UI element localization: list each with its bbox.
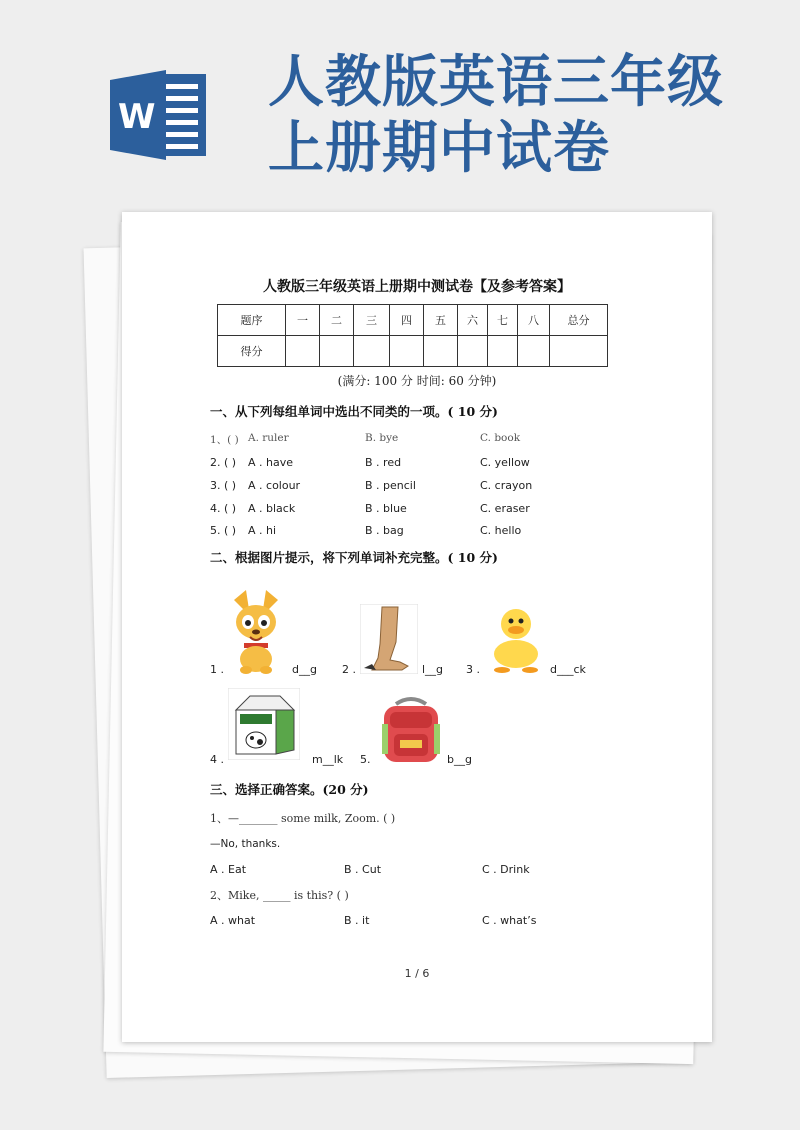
question-number: 3. ( ) — [210, 479, 237, 492]
fill-word: m__lk — [312, 753, 344, 766]
section3-title: 三、选择正确答案。(20 分) — [210, 782, 369, 797]
option-a: A . black — [248, 502, 296, 515]
option-b: B . pencil — [365, 479, 416, 492]
score-header-cell: 五 — [424, 305, 458, 336]
duck-picture — [486, 602, 546, 674]
page-number: 1 / 6 — [404, 967, 430, 980]
score-cell — [488, 336, 518, 367]
score-header-cell: 七 — [488, 305, 518, 336]
banner-title-line1: 人教版英语三年级 — [268, 50, 724, 115]
score-header-cell: 总分 — [550, 305, 608, 336]
fill-word: d__g — [292, 663, 317, 676]
option-a: A. ruler — [248, 432, 289, 444]
option-c: C. book — [480, 432, 521, 444]
score-cell — [286, 336, 320, 367]
picture-number: 3 . — [466, 663, 480, 676]
banner-title — [268, 50, 788, 182]
banner-title-line2: 上册期中试卷 — [268, 116, 610, 181]
option-c: C . what’s — [482, 914, 537, 927]
score-header-cell: 一 — [286, 305, 320, 336]
question-number: 2. ( ) — [210, 456, 237, 469]
question-number: 4. ( ) — [210, 502, 237, 515]
picture-number: 1 . — [210, 663, 224, 676]
option-c: C. eraser — [480, 502, 530, 515]
score-table-score-row — [218, 336, 608, 367]
score-cell — [320, 336, 354, 367]
fill-word: l__g — [422, 663, 444, 676]
option-c: C. hello — [480, 524, 522, 537]
score-table-header-row — [218, 305, 608, 336]
score-cell — [458, 336, 488, 367]
section1-title: 一、从下列每组单词中选出不同类的一项。( 10 分) — [210, 404, 498, 419]
option-b: B . it — [344, 914, 370, 927]
picture-number: 4 . — [210, 753, 224, 766]
option-a: A . what — [210, 914, 256, 927]
document-page — [122, 212, 712, 1042]
word-icon — [110, 70, 210, 160]
milk-carton-picture — [228, 688, 300, 760]
score-header-cell: 题序 — [218, 305, 286, 336]
score-cell — [390, 336, 424, 367]
picture-number: 2 . — [342, 663, 356, 676]
score-header-cell: 二 — [320, 305, 354, 336]
schoolbag-picture — [376, 694, 446, 766]
dog-picture — [224, 590, 288, 674]
full-marks-time: (满分: 100 分 时间: 60 分钟) — [337, 374, 497, 388]
score-cell — [518, 336, 550, 367]
score-cell — [424, 336, 458, 367]
option-b: B. bye — [365, 432, 399, 444]
score-row-label: 得分 — [218, 336, 286, 367]
question-reply: —No, thanks. — [210, 838, 281, 850]
leg-picture — [360, 604, 418, 674]
picture-number: 5. — [360, 753, 371, 766]
option-a: A . colour — [248, 479, 301, 492]
score-table — [217, 304, 608, 367]
question-text: 2、Mike, _____ is this? ( ) — [210, 889, 349, 902]
document-title: 人教版三年级英语上册期中测试卷【及参考答案】 — [263, 279, 571, 295]
score-header-cell: 六 — [458, 305, 488, 336]
option-c: C . Drink — [482, 863, 530, 876]
fill-word: d___ck — [550, 663, 586, 676]
option-a: A . hi — [248, 524, 277, 537]
question-number: 5. ( ) — [210, 524, 237, 537]
svg-text:W: W — [118, 97, 156, 137]
score-cell — [550, 336, 608, 367]
score-cell — [354, 336, 390, 367]
option-b: B . red — [365, 456, 402, 469]
question-text: 1、—_______ some milk, Zoom. ( ) — [210, 812, 396, 825]
option-b: B . blue — [365, 502, 407, 515]
score-header-cell: 四 — [390, 305, 424, 336]
option-c: C. yellow — [480, 456, 530, 469]
option-b: B . bag — [365, 524, 404, 537]
score-header-cell: 八 — [518, 305, 550, 336]
score-header-cell: 三 — [354, 305, 390, 336]
fill-word: b__g — [447, 753, 472, 766]
option-c: C. crayon — [480, 479, 533, 492]
option-a: A . Eat — [210, 863, 247, 876]
option-a: A . have — [248, 456, 294, 469]
option-b: B . Cut — [344, 863, 382, 876]
question-number: 1、( ) — [210, 434, 239, 446]
section2-title: 二、根据图片提示，将下列单词补充完整。( 10 分) — [210, 550, 498, 565]
